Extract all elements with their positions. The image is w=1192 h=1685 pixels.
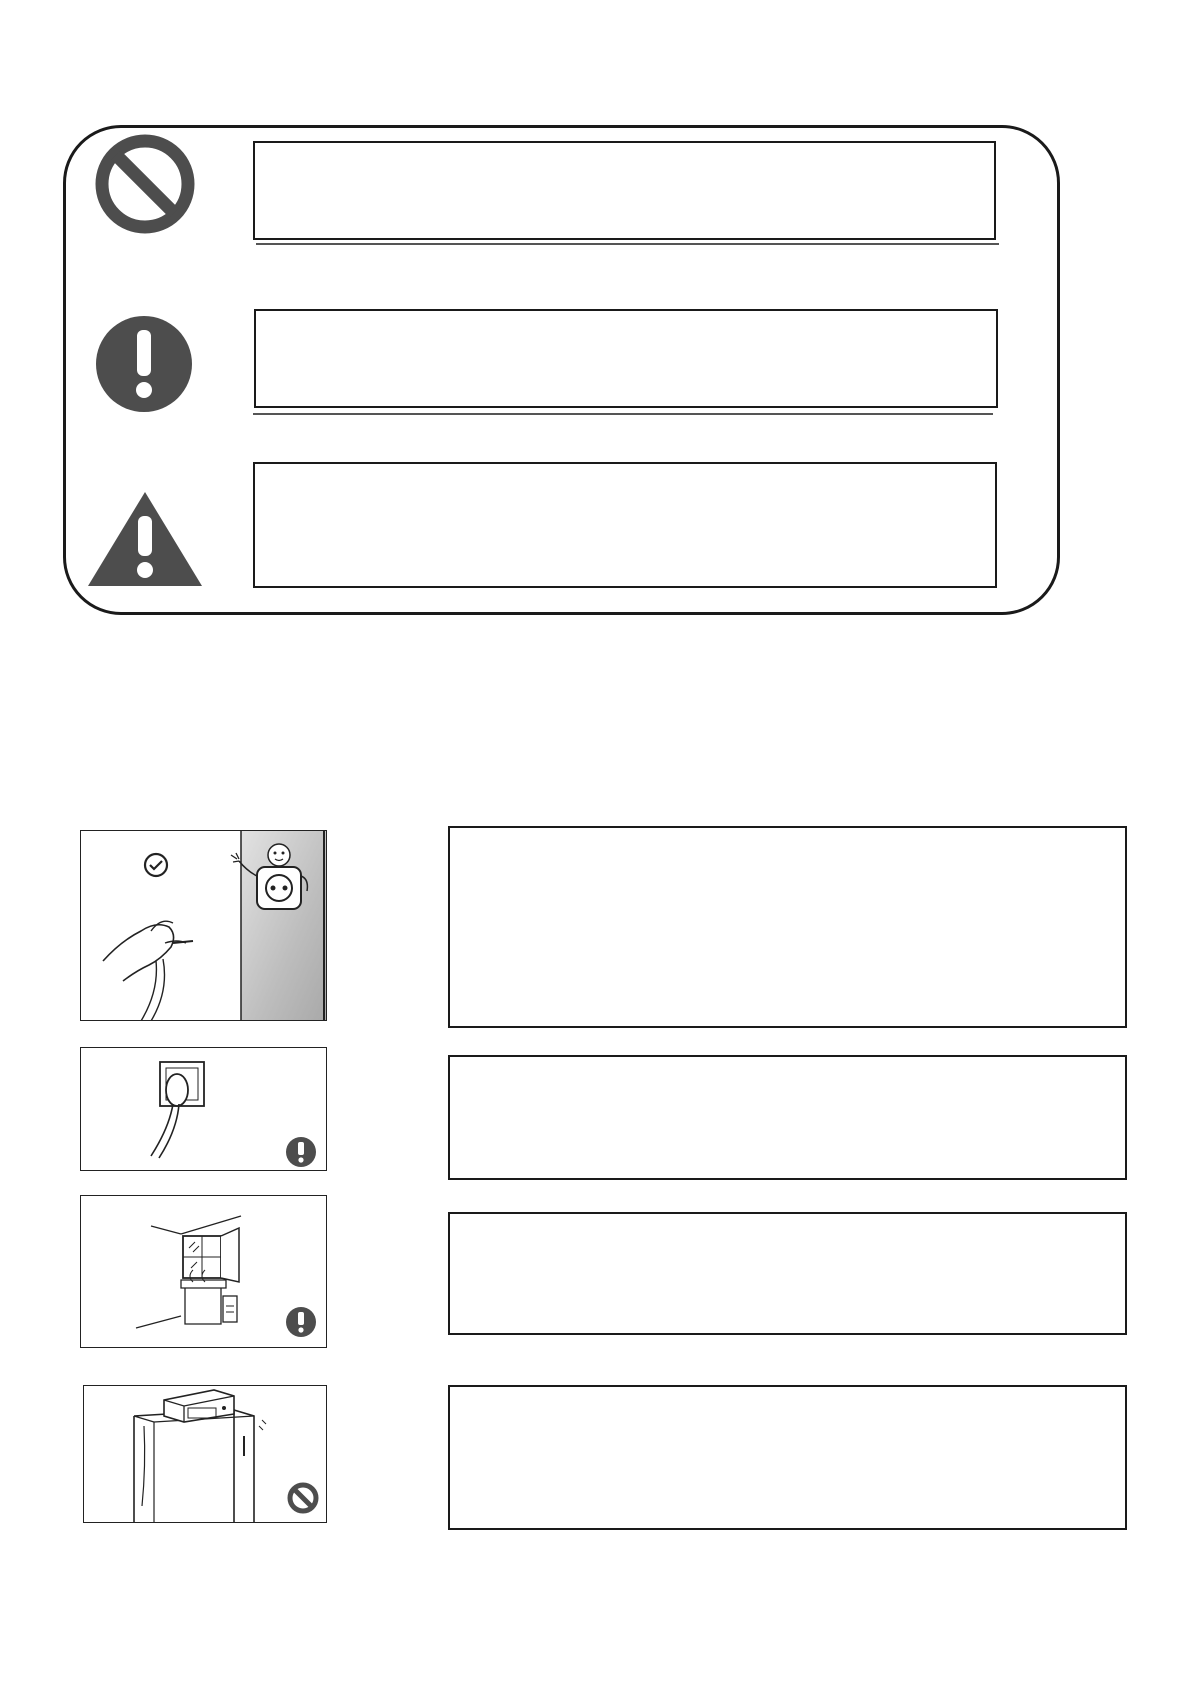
mandatory-exclamation-icon	[94, 316, 194, 417]
divider	[256, 243, 999, 245]
instruction-text	[450, 1057, 1125, 1077]
instruction-text-box	[448, 1385, 1127, 1530]
legend-prohibition-text	[255, 143, 994, 163]
instruction-text-box	[448, 1055, 1127, 1180]
gas-leak-open-window-illustration	[80, 1195, 327, 1348]
legend-warning-text-box	[253, 462, 997, 588]
prohibition-badge-icon	[290, 1485, 316, 1511]
instruction-text	[450, 828, 1125, 848]
legend-prohibition-text-box	[253, 141, 996, 240]
warning-triangle-icon	[86, 490, 204, 593]
appliance-on-top-of-refrigerator-illustration	[83, 1385, 327, 1523]
legend-warning-text	[255, 464, 995, 484]
legend-mandatory-text	[256, 311, 996, 331]
plug-in-wall-outlet-illustration	[80, 1047, 327, 1171]
hand-holding-plug-wall-socket-illustration	[80, 830, 327, 1021]
instruction-text-box	[448, 1212, 1127, 1335]
exclamation-badge-icon	[286, 1137, 316, 1167]
instruction-text-box	[448, 826, 1127, 1028]
instruction-text	[450, 1214, 1125, 1234]
prohibition-icon	[90, 134, 200, 239]
divider	[253, 413, 993, 415]
check-circle-icon	[145, 854, 167, 876]
exclamation-badge-icon	[286, 1307, 316, 1337]
instruction-text	[450, 1387, 1125, 1407]
legend-mandatory-text-box	[254, 309, 998, 408]
